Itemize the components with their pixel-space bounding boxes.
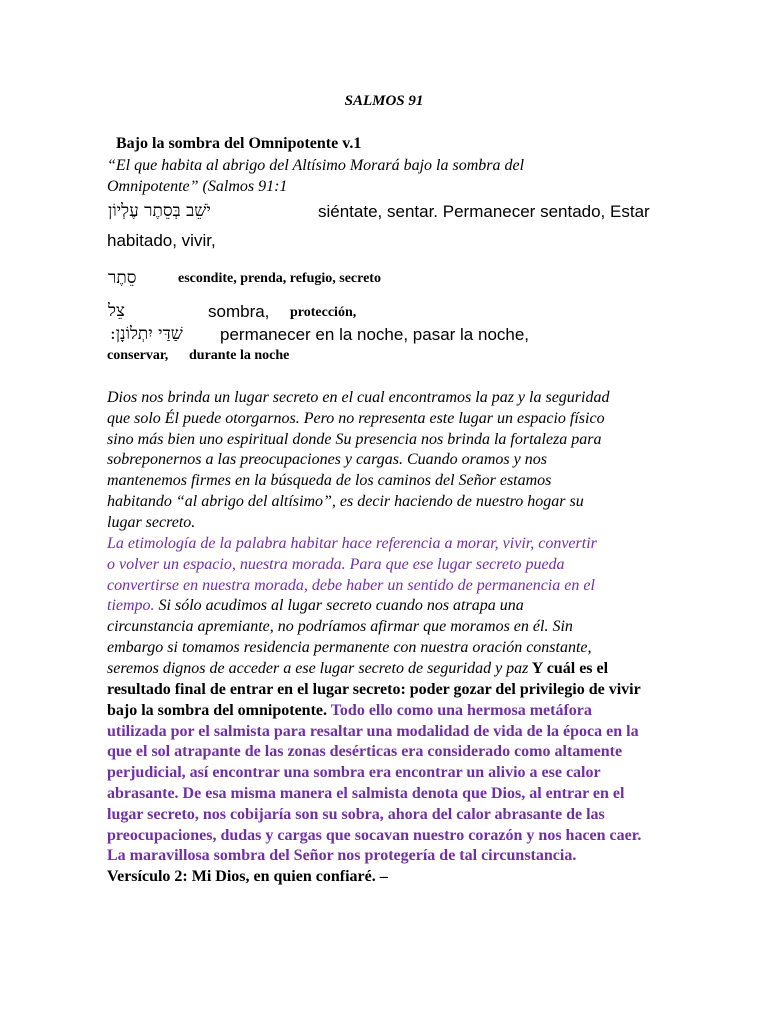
body-span: bajo la sombra del omnipotente. — [107, 701, 327, 719]
body-line: sobreponernos a las preocupaciones y cargas. Cuando oramos y nos — [107, 451, 547, 469]
body-line: habitando “al abrigo del altísimo”, es decir haciendo de nuestro hogar su — [107, 492, 584, 510]
hebrew-term-shaddai: שַׁדַּי יִתְלוֹנָן: — [110, 324, 183, 344]
body-line: convertirse en nuestra morada, debe haber un sentido de permanencia en el — [107, 576, 595, 594]
body-span: Si sólo acudimos al lugar secreto cuando nos atrapa una — [154, 597, 524, 615]
body-line: lugar secreto, nos cobijaría son su sobra, ahora del calor abrasante de las — [107, 805, 605, 823]
body-line: que el sol atrapante de las zonas desérticas era considerado como altamente — [107, 743, 623, 761]
meaning-tsel-b: protección, — [290, 305, 357, 320]
body-span: Todo ello como una hermosa metáfora — [327, 701, 592, 719]
body-line — [107, 596, 608, 617]
page-title: SALMOS 91 — [344, 93, 424, 109]
body-line: embargo si tomamos residencia permanente con nuestra oración constante, — [107, 638, 592, 656]
body-paragraph-2 — [107, 534, 608, 680]
section-heading: Bajo la sombra del Omnipotente v.1 — [116, 135, 362, 152]
body-line: o volver un espacio, nuestra morada. Para que ese lugar secreto pueda — [107, 555, 565, 573]
body-line: La etimología de la palabra habitar hace referencia a morar, vivir, convertir — [107, 535, 597, 552]
body-line — [107, 659, 608, 680]
body-line: perjudicial, así encontrar una sombra era encontrar un alivio a ese calor — [107, 764, 601, 782]
meaning-shaddai: permanecer en la noche, pasar la noche, — [220, 325, 530, 344]
body-line: circunstancia apremiante, no podríamos afirmar que moramos en él. Sin — [107, 618, 573, 636]
body-line: que solo Él puede otorgarnos. Pero no representa este lugar un espacio físico — [107, 409, 605, 427]
body-line: La maravillosa sombra del Señor nos protegería de tal circunstancia. — [107, 847, 577, 865]
meaning-yoshev-cont: habitado, vivir, — [107, 231, 216, 250]
body-span: seremos dignos de acceder a ese lugar secreto de seguridad y paz — [107, 659, 529, 677]
body-paragraph-1 — [107, 388, 609, 534]
body-line: resultado final de entrar en el lugar secreto: poder gozar del privilegio de vivir — [107, 681, 641, 698]
meaning-seter: escondite, prenda, refugio, secreto — [178, 271, 381, 286]
meaning-yoshev: siéntate, sentar. Permanecer sentado, Estar — [318, 202, 650, 221]
meaning-durante: durante la noche — [189, 348, 290, 363]
hebrew-term-tsel: צֵל — [108, 301, 125, 321]
body-line: Versículo 2: Mi Dios, en quien confiaré. – — [107, 868, 388, 886]
hebrew-term-yoshev: יֹשֵׁב בְּסֵתֶר עֶלְיוֹן — [108, 201, 211, 221]
body-paragraph-3 — [107, 680, 641, 888]
body-line: lugar secreto. — [107, 513, 196, 531]
meaning-tsel-a: sombra, — [208, 302, 270, 321]
body-line: mantenemos firmes en la búsqueda de los caminos del Señor estamos — [107, 472, 552, 490]
meaning-conservar: conservar, — [107, 348, 169, 363]
body-span: Y cuál es el — [528, 659, 609, 677]
hebrew-term-seter: סֵתֶר — [108, 268, 137, 288]
verse-quote-line-1: “El que habita al abrigo del Altísimo Morará bajo la sombra del — [107, 157, 525, 174]
body-line: sino más bien uno espiritual donde Su presencia nos brinda la fortaleza para — [107, 430, 602, 448]
body-line: abrasante. De esa misma manera el salmista denota que Dios, al entrar en el — [107, 784, 625, 802]
body-line: Dios nos brinda un lugar secreto en el cual encontramos la paz y la seguridad — [107, 389, 610, 406]
verse-quote-line-2: Omnipotente” (Salmos 91:1 — [107, 178, 288, 195]
body-line: preocupaciones, dudas y cargas que socavan nuestro corazón y nos hacen caer. — [107, 826, 642, 844]
body-line: utilizada por el salmista para resaltar una modalidad de vida de la época en la — [107, 722, 639, 740]
body-line — [107, 701, 641, 722]
body-span: tiempo. — [107, 597, 155, 615]
